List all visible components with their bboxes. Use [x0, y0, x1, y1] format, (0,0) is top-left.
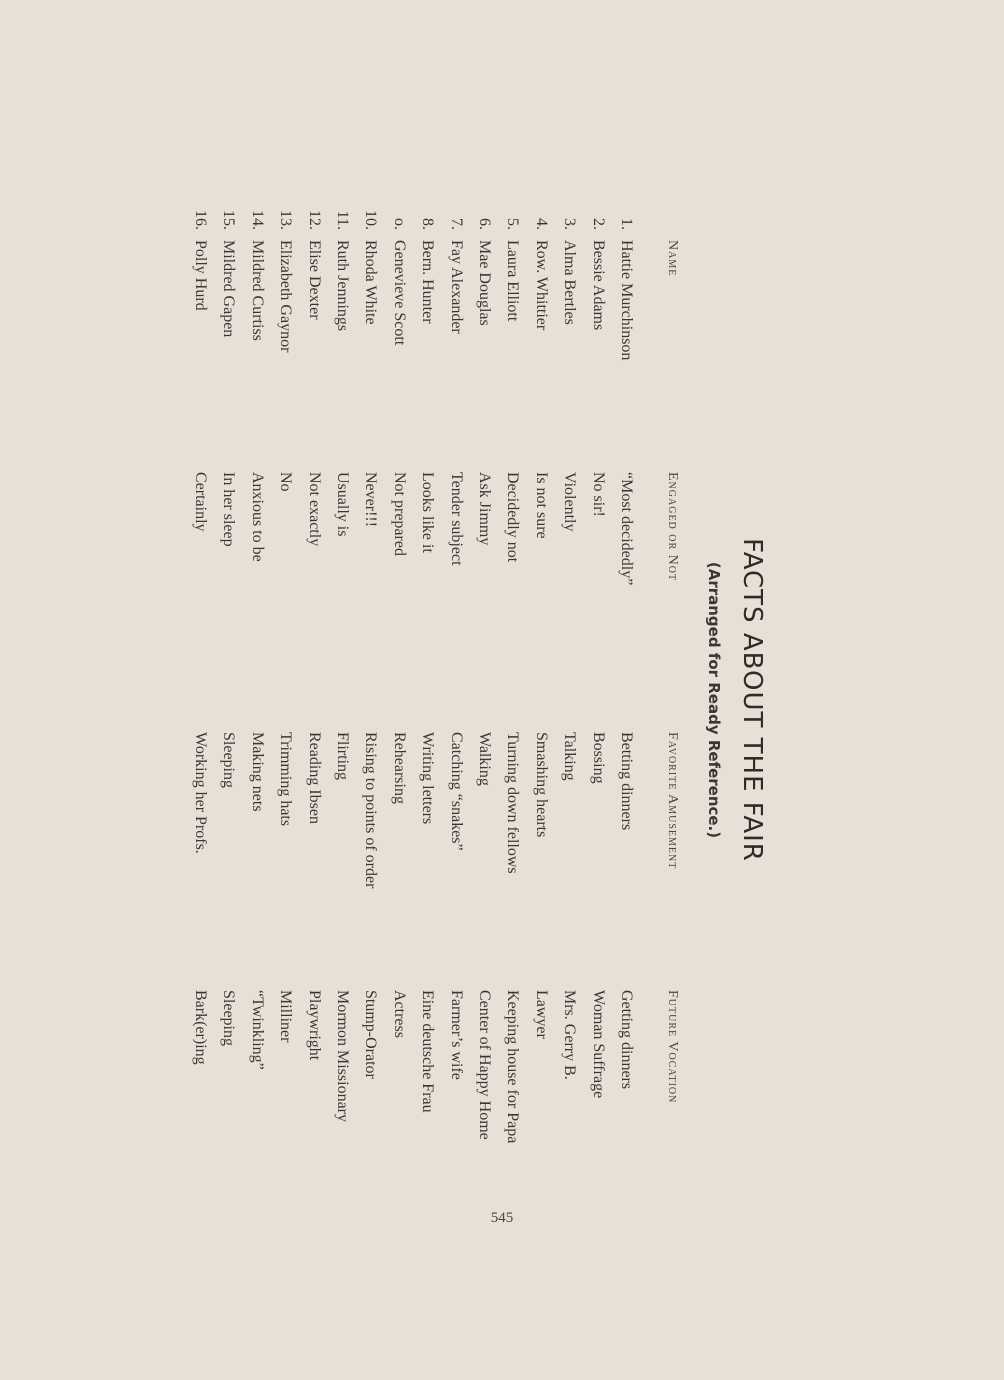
row-engaged: Tender subject — [447, 472, 465, 566]
row-amusement: Walking — [476, 732, 493, 786]
row-name: Laura Elliott — [504, 240, 522, 322]
row-vocation: Farmer’s wife — [447, 990, 465, 1080]
table-row — [351, 200, 379, 1200]
row-engaged: “Most decidedly” — [618, 472, 635, 586]
row-vocation: Center of Happy Home — [476, 990, 493, 1140]
table-row — [408, 200, 436, 1200]
row-number: 12. — [305, 210, 323, 230]
row-vocation: Mormon Missionary — [334, 990, 351, 1122]
row-name: Polly Hurd — [192, 240, 209, 311]
table-row — [607, 200, 635, 1200]
row-vocation: Keeping house for Papa — [504, 990, 522, 1144]
table-row — [209, 200, 237, 1200]
header-name: Name — [665, 240, 680, 277]
row-engaged: Anxious to be — [248, 472, 266, 562]
table-row — [465, 200, 493, 1200]
row-engaged: Never!!! — [362, 472, 380, 528]
table-row — [181, 200, 209, 1200]
row-name: Alma Bertles — [561, 240, 579, 325]
row-name: Fay Alexander — [447, 240, 465, 334]
row-vocation: “Twinkling” — [248, 990, 266, 1070]
table-row — [579, 200, 607, 1200]
page-title: FACTS ABOUT THE FAIR — [737, 538, 767, 862]
row-number: 4. — [532, 218, 550, 230]
row-vocation: Lawyer — [532, 990, 550, 1039]
row-number: 15. — [220, 210, 238, 230]
row-vocation: Mrs. Gerry B. — [561, 990, 579, 1080]
row-amusement: Rising to points of order — [362, 732, 380, 889]
header-engaged: Engaged or Not — [665, 472, 680, 582]
row-engaged: Is not sure — [532, 472, 550, 539]
table-row — [522, 200, 550, 1200]
row-amusement: Bossing — [589, 732, 607, 784]
row-amusement: Trimming hats — [277, 732, 295, 827]
row-number: 5. — [504, 218, 522, 230]
row-amusement: Reading Ibsen — [305, 732, 323, 824]
header-amusement: Favorite Amusement — [665, 732, 680, 870]
row-amusement: Talking — [561, 732, 579, 781]
row-amusement: Turning down fellows — [504, 732, 522, 874]
row-engaged: No sir! — [589, 472, 607, 517]
page-number: 545 — [490, 1210, 514, 1226]
row-number: o. — [390, 218, 408, 230]
row-number: 14. — [248, 210, 266, 230]
row-number: 10. — [362, 210, 380, 230]
row-name: Mildred Curtiss — [248, 240, 266, 341]
row-vocation: Stump-Orator — [362, 990, 380, 1079]
row-vocation: Milliner — [277, 990, 295, 1043]
row-amusement: Betting dinners — [618, 732, 635, 831]
row-name: Elizabeth Gaynor — [277, 240, 295, 353]
row-vocation: Actress — [390, 990, 408, 1038]
row-name: Bessie Adams — [589, 240, 607, 331]
row-engaged: Ask Jimmy — [476, 472, 493, 546]
row-vocation: Sleeping — [220, 990, 238, 1046]
row-amusement: Smashing hearts — [532, 732, 550, 838]
row-engaged: Looks like it — [419, 472, 437, 553]
row-number: 8. — [419, 218, 437, 230]
row-amusement: Writing letters — [419, 732, 437, 825]
row-vocation: Bark(er)ing — [192, 990, 209, 1065]
row-name: Row. Whittier — [532, 240, 550, 331]
row-number: 16. — [192, 210, 209, 230]
row-amusement: Catching “snakes” — [447, 732, 465, 851]
row-engaged: Not exactly — [305, 472, 323, 547]
row-number: 6. — [476, 218, 493, 230]
header-vocation: Future Vocation — [665, 990, 680, 1104]
row-amusement: Working her Profs. — [192, 732, 209, 854]
row-name: Elise Dexter — [305, 240, 323, 320]
row-number: 11. — [334, 210, 351, 230]
row-amusement: Rehearsing — [390, 732, 408, 804]
rotated-table-block — [192, 200, 775, 1200]
row-number: 13. — [277, 210, 295, 230]
row-name: Mae Douglas — [476, 240, 493, 326]
row-name: Hattie Murchinson — [618, 240, 635, 361]
row-engaged: Decidedly not — [504, 472, 522, 563]
row-amusement: Sleeping — [220, 732, 238, 788]
table-row — [437, 200, 465, 1200]
row-name: Genevieve Scott — [390, 240, 408, 346]
row-number: 1. — [618, 218, 635, 230]
row-vocation: Woman Suffrage — [589, 990, 607, 1099]
row-amusement: Making nets — [248, 732, 266, 812]
row-engaged: Usually is — [334, 472, 351, 537]
row-name: Ruth Jennings — [334, 240, 351, 332]
row-vocation: Getting dinners — [618, 990, 635, 1090]
row-engaged: Certainly — [192, 472, 209, 532]
table-row — [266, 200, 294, 1200]
row-name: Rhoda White — [362, 240, 380, 325]
table-row — [493, 200, 521, 1200]
row-engaged: Not prepared — [390, 472, 408, 556]
row-engaged: In her sleep — [220, 472, 238, 547]
row-name: Mildred Gapen — [220, 240, 238, 338]
table-row — [295, 200, 323, 1200]
table-row — [238, 200, 266, 1200]
table-row — [550, 200, 578, 1200]
row-number: 3. — [561, 218, 579, 230]
row-engaged: Violently — [561, 472, 579, 532]
row-vocation: Eine deutsche Frau — [419, 990, 437, 1113]
row-engaged: No — [277, 472, 295, 492]
row-vocation: Playwright — [305, 990, 323, 1061]
table-row — [323, 200, 351, 1200]
table-row — [380, 200, 408, 1200]
row-number: 7. — [447, 218, 465, 230]
page-subtitle: (Arranged for Ready Reference.) — [705, 561, 723, 839]
row-number: 2. — [589, 218, 607, 230]
row-name: Bern. Hunter — [419, 240, 437, 324]
row-amusement: Flirting — [334, 732, 351, 781]
